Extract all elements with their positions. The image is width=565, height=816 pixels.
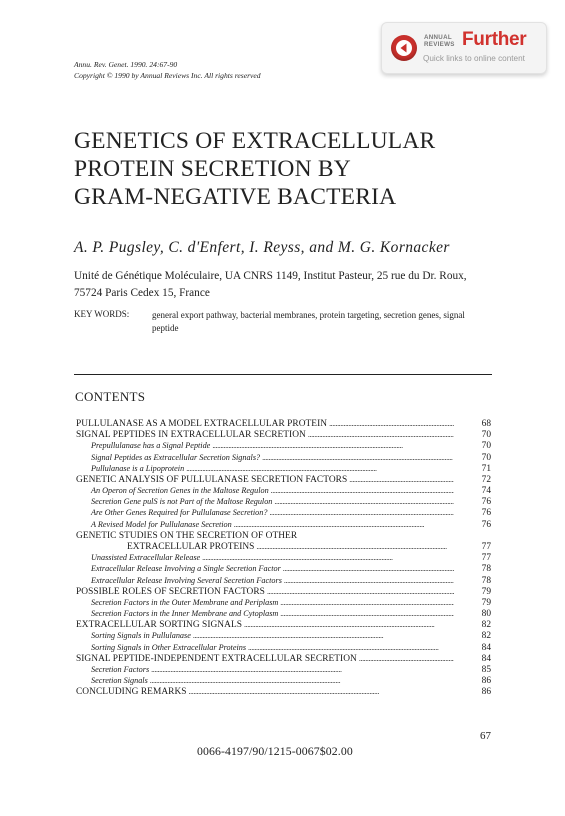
article-title [74,127,435,211]
title-line-3: GRAM-NEGATIVE BACTERIA [74,184,397,210]
keywords-label: KEY WORDS: [74,309,130,319]
toc-leader-dots [202,553,454,562]
toc-leader-dots [267,587,454,596]
toc-entry-title: Are Other Genes Required for Pullulanase Secretion? [91,508,268,518]
toc-entry[interactable] [76,631,491,642]
toc-entry-title: Secretion Factors in the Inner Membrane and Cytoplasm [91,609,279,619]
toc-leader-dots [244,620,454,629]
toc-entry[interactable] [76,497,491,508]
toc-entry[interactable] [76,564,491,575]
article-code: 0066-4197/90/1215-0067$02.00 [197,744,353,758]
toc-leader-dots [308,430,454,439]
toc-entry-title: Secretion Factors [91,664,150,674]
toc-leader-dots [193,631,454,640]
toc-leader-dots [349,475,454,484]
further-label: Further [462,29,527,50]
annual-reviews-logo: ANNUAL REVIEWS [424,34,455,48]
toc-entry[interactable] [76,620,491,631]
toc-entry[interactable] [76,475,491,486]
toc-entry[interactable] [76,687,491,698]
toc-entry-title: An Operon of Secretion Genes in the Maltose Regulon [91,486,269,496]
toc-entry[interactable] [76,676,491,687]
toc-leader-dots [274,497,454,506]
toc-entry-page: 76 [481,497,491,508]
toc-leader-dots [151,665,454,674]
toc-entry-title: EXTRACELLULAR PROTEINS [127,541,255,552]
toc-entry-page: 79 [481,586,491,597]
contents-heading: CONTENTS [75,389,146,404]
toc-entry[interactable] [76,464,491,475]
toc-leader-dots [359,654,454,663]
title-line-1: GENETICS OF EXTRACELLULAR [74,128,436,154]
toc-entry-page: 84 [481,642,491,653]
toc-leader-dots [234,520,454,529]
toc-entry-title: GENETIC STUDIES ON THE SECRETION OF OTHER [76,530,298,541]
toc-entry-page: 74 [481,486,491,497]
toc-leader-dots [212,441,454,450]
toc-leader-dots [256,542,454,551]
toc-entry-title: CONCLUDING REMARKS [76,687,187,698]
toc-leader-dots [329,419,454,428]
toc-entry-page: 70 [481,452,491,463]
toc-entry[interactable] [76,520,491,531]
toc-entry-page: 68 [481,419,491,429]
toc-entry-page: 86 [481,687,491,698]
toc-entry-title: Secretion Factors in the Outer Membrane and Periplasm [91,597,279,607]
toc-entry[interactable] [76,486,491,497]
further-banner[interactable] [381,22,547,74]
toc-entry-title: POSSIBLE ROLES OF SECRETION FACTORS [76,586,265,597]
toc-entry-page: 78 [481,564,491,575]
toc-entry-title: Unassisted Extracellular Release [91,553,201,563]
toc-leader-dots [280,609,454,618]
toc-entry-title: Secretion Gene pulS is not Part of the Maltose Regulon [91,497,273,507]
toc-entry-page: 85 [481,664,491,675]
keywords-text: general export pathway, bacterial membranes, protein targeting, secretion genes, signal peptide [152,310,465,333]
toc-entry[interactable] [76,643,491,654]
toc-entry-title: SIGNAL PEPTIDE-INDEPENDENT EXTRACELLULAR SECRETION [76,653,357,664]
toc-entry[interactable] [76,441,491,452]
toc-leader-dots [269,508,454,517]
toc-entry-page: 79 [481,597,491,608]
journal-citation [74,59,261,81]
toc-entry-title: Sorting Signals in Other Extracellular Proteins [91,642,247,652]
toc-entry-title: Extracellular Release Involving a Single Secretion Factor [91,564,281,574]
toc-entry[interactable] [76,542,491,553]
toc-entry[interactable] [76,453,491,464]
toc-entry-title: Pullulanase is a Lipoprotein [91,463,185,473]
toc-entry[interactable] [76,576,491,587]
citation-line: Annu. Rev. Genet. 1990. 24:67-90 [74,60,178,69]
affiliation: Unité de Génétique Moléculaire, UA CNRS 1149, Institut Pasteur, 25 rue du Dr. Roux, 75724 Paris Cedex 15, France [74,270,467,299]
toc-leader-dots [283,564,454,573]
toc-leader-dots [189,687,454,696]
toc-entry[interactable] [76,508,491,519]
toc-entry-title: Prepullulanase has a Signal Peptide [91,441,211,451]
toc-entry[interactable] [76,430,491,441]
toc-entry-title: PULLULANASE AS A MODEL EXTRACELLULAR PROTEIN [76,419,328,429]
title-line-2: PROTEIN SECRETION BY [74,156,351,182]
toc-entry-title: A Revised Model for Pullulanase Secretion [91,519,232,529]
toc-leader-dots [150,676,454,685]
page-number: 67 [480,730,491,742]
toc-entry-title: Secretion Signals [91,676,148,686]
toc-entry[interactable] [76,587,491,598]
toc-leader-dots [186,464,454,473]
section-divider [74,374,492,375]
toc-entry[interactable] [76,665,491,676]
toc-entry-page: 76 [481,508,491,519]
toc-entry-page: 84 [481,653,491,664]
banner-tagline: Quick links to online content [423,54,525,63]
toc-entry-title: SIGNAL PEPTIDES IN EXTRACELLULAR SECRETION [76,430,306,441]
toc-leader-dots [271,486,454,495]
toc-entry-page: 78 [481,575,491,586]
toc-entry-page: 77 [481,553,491,564]
toc-entry-title: Sorting Signals in Pullulanase [91,631,191,641]
toc-entry-page: 77 [481,541,491,552]
toc-leader-dots [280,598,454,607]
toc-entry-page: 80 [481,609,491,620]
toc-leader-dots [248,643,454,652]
toc-entry[interactable] [76,531,491,542]
toc-entry-page: 82 [481,631,491,642]
toc-entry-page: 72 [481,474,491,485]
toc-entry-page: 71 [481,463,491,474]
toc-entry-title: Extracellular Release Involving Several Secretion Factors [91,575,282,585]
toc-entry-title: GENETIC ANALYSIS OF PULLULANASE SECRETION FACTORS [76,474,348,485]
authors: A. P. Pugsley, C. d'Enfert, I. Reyss, and M. G. Kornacker [74,239,450,256]
toc-leader-dots [284,576,454,585]
toc-entry[interactable] [76,598,491,609]
toc-entry-title: EXTRACELLULAR SORTING SIGNALS [76,620,242,631]
toc-entry-page: 76 [481,519,491,530]
toc-entry-title: Signal Peptides as Extracellular Secretion Signals? [91,452,261,462]
toc-entry-page: 70 [481,441,491,452]
toc-leader-dots [262,453,454,462]
toc-entry[interactable] [76,609,491,620]
copyright-line: Copyright © 1990 by Annual Reviews Inc. All rights reserved [74,71,261,80]
toc-entry-page: 70 [481,430,491,441]
toc-entry-page: 86 [481,676,491,687]
play-arrow-icon [391,35,417,61]
toc-entry[interactable] [76,654,491,665]
toc-entry-page: 82 [481,620,491,631]
toc-entry[interactable] [76,419,491,430]
toc-entry[interactable] [76,553,491,564]
